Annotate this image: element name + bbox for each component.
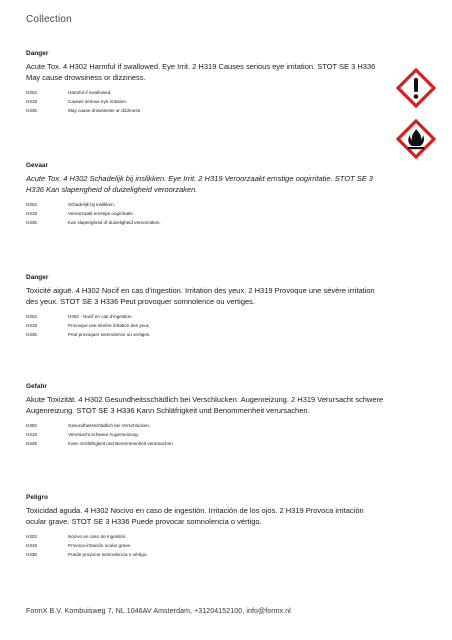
hazard-code: H302 [26, 423, 37, 428]
hazard-code: H319 [26, 323, 37, 328]
hazard-summary: Acute Tox. 4 H302 Harmful if swallowed. Eye Irrit. 2 H319 Causes serious eye irritation. STOT SE 3 H336 May cause drowsiness or dizziness. [26, 62, 376, 82]
hazard-text: Kann Schläfrigkeit und Benommenheit verursachen. [68, 441, 174, 446]
hazard-code: H302 [26, 202, 37, 207]
exclamation-mark-icon [396, 68, 436, 108]
hazard-text: Kan slaperigheid of duizeligheid veroorzaken. [68, 220, 161, 225]
hazard-row [26, 323, 386, 329]
hazard-text: H302 - Nocif en cas d'ingestion. [68, 314, 133, 319]
hazard-row [26, 332, 386, 338]
hazard-code: H336 [26, 441, 37, 446]
section-dutch [26, 162, 386, 226]
hazard-text: Peut provoquer somnolence ou vertiges. [68, 332, 151, 337]
hazard-row [26, 108, 386, 114]
hazard-code: H319 [26, 99, 37, 104]
hazard-code-list [26, 314, 386, 338]
hazard-code: H336 [26, 108, 37, 113]
hazard-text: Provoca irritación ocular grave. [68, 543, 132, 548]
section-german [26, 383, 386, 447]
hazard-summary: Toxicidad aguda. 4 H302 Nocivo en caso de ingestión. Irritación de los ojos. 2 H319 Provoca irritación ocular grave. STOT SE 3 H336 Puede provocar somnolencia o vértigo. [26, 506, 364, 526]
hazard-code: H302 [26, 534, 37, 539]
signal-word: Gefahr [26, 383, 47, 390]
hazard-text: Schadelijk bij inslikken. [68, 202, 115, 207]
hazard-row [26, 314, 386, 320]
hazard-code: H336 [26, 332, 37, 337]
hazard-text: Harmful if swallowed. [68, 90, 112, 95]
hazard-row [26, 432, 386, 438]
signal-word: Gevaar [26, 162, 49, 169]
hazard-text: Nocivo en caso de ingestión. [68, 534, 127, 539]
hazard-code: H319 [26, 211, 37, 216]
hazard-code: H302 [26, 90, 37, 95]
signal-word: Peligro [26, 494, 49, 501]
hazard-row [26, 552, 386, 558]
hazard-text: Causes serious eye irritation. [68, 99, 128, 104]
hazard-code: H302 [26, 314, 37, 319]
page-title: Collection [26, 14, 72, 25]
hazard-text: Verursacht schwere Augenreizung. [68, 432, 139, 437]
ghs-pictograms [396, 68, 442, 170]
hazard-text: Provoque une sévère irritation des yeux. [68, 323, 151, 328]
hazard-code-list [26, 534, 386, 558]
hazard-code-list [26, 202, 386, 226]
hazard-code: H336 [26, 552, 37, 557]
hazard-code: H319 [26, 432, 37, 437]
hazard-summary: Acute Tox. 4 H302 Schadelijk bij inslikken. Eye Irrit. 2 H319 Veroorzaakt ernstige oogirritatie. STOT SE 3 H336 Kan slaperigheid of duizeligheid veroorzaken. [26, 174, 373, 194]
hazard-code: H319 [26, 543, 37, 548]
hazard-text: Puede provocar somnolencia o vértigo. [68, 552, 148, 557]
hazard-row [26, 220, 386, 226]
hazard-text: Veroorzaakt ernstige oogirritatie. [68, 211, 135, 216]
footer-address: FormX B.V. Kombuisweg 7, NL 1046AV Amsterdam, +31204152100, info@formx.nl [26, 608, 291, 615]
section-spanish [26, 494, 386, 558]
section-english [26, 50, 386, 114]
hazard-summary: Akute Toxizität. 4 H302 Gesundheitsschädlich bei Verschlucken. Augenreizung. 2 H319 Verursacht schwere Augenreizung. STOT SE 3 H336 Kann Schläfrigkeit und Benommenheit verursachen. [26, 395, 384, 415]
hazard-row [26, 90, 386, 96]
signal-word: Danger [26, 274, 49, 281]
hazard-code: H336 [26, 220, 37, 225]
hazard-code-list [26, 90, 386, 114]
hazard-summary: Toxicité aiguë. 4 H302 Nocif en cas d'ingestion. Irritation des yeux. 2 H319 Provoque une sévère irritation des yeux. STOT SE 3 H336 Peut provoquer somnolence ou vertiges. [26, 286, 375, 306]
hazard-text: May cause drowsiness or dizziness. [68, 108, 142, 113]
hazard-row [26, 441, 386, 447]
hazard-row [26, 534, 386, 540]
hazard-row [26, 211, 386, 217]
flame-icon [396, 119, 436, 159]
hazard-row [26, 202, 386, 208]
hazard-text: Gesundheitsschädlich bei Verschlucken. [68, 423, 151, 428]
hazard-row [26, 423, 386, 429]
hazard-row [26, 99, 386, 105]
hazard-row [26, 543, 386, 549]
signal-word: Danger [26, 50, 49, 57]
section-french [26, 274, 386, 338]
hazard-code-list [26, 423, 386, 447]
